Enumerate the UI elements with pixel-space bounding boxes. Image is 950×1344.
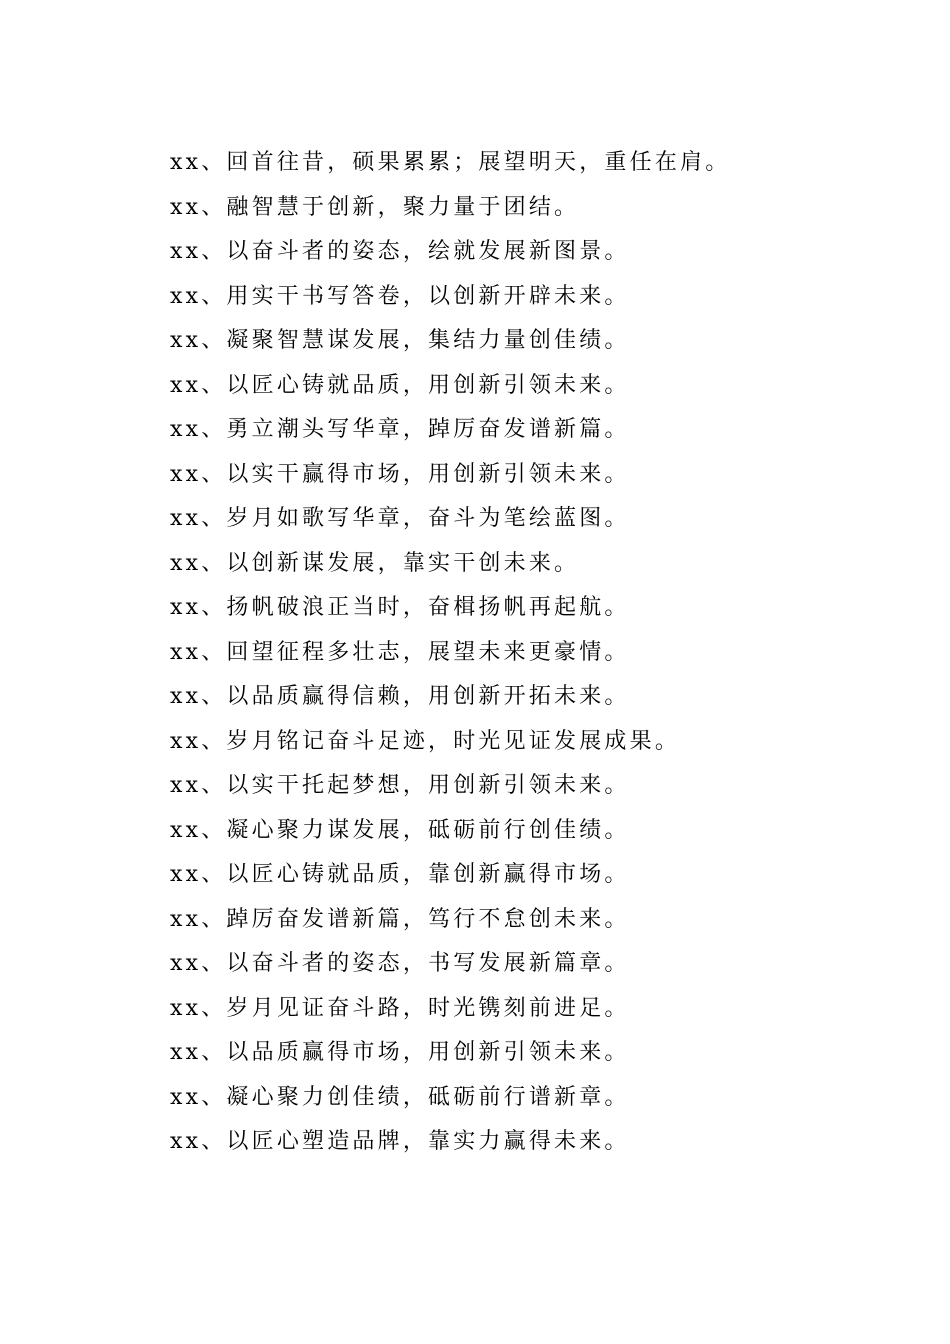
slogan-line: xx、以品质赢得信赖，用创新开拓未来。: [170, 684, 630, 709]
slogan-line: xx、融智慧于创新，聚力量于团结。: [170, 194, 580, 220]
slogan-line: xx、以品质赢得市场，用创新引领未来。: [170, 1040, 630, 1065]
slogan-line: xx、以奋斗者的姿态，绘就发展新图景。: [170, 239, 630, 264]
slogan-line: xx、岁月铭记奋斗足迹，时光见证发展成果。: [170, 728, 681, 754]
slogan-line: xx、凝心聚力谋发展，砥砺前行创佳绩。: [170, 817, 630, 843]
slogan-line: xx、以创新谋发展，靠实干创未来。: [170, 550, 580, 576]
slogan-line: xx、勇立潮头写华章，踔厉奋发谱新篇。: [170, 417, 630, 442]
slogan-line: xx、以匠心铸就品质，用创新引领未来。: [170, 372, 630, 398]
slogan-line: xx、用实干书写答卷，以创新开辟未来。: [170, 283, 630, 309]
slogan-line: xx、凝心聚力创佳绩，砥砺前行谱新章。: [170, 1084, 630, 1110]
slogan-line: xx、凝聚智慧谋发展，集结力量创佳绩。: [170, 328, 630, 353]
slogan-line: xx、岁月如歌写华章，奋斗为笔绘蓝图。: [170, 506, 630, 531]
slogan-line: xx、以实干托起梦想，用创新引领未来。: [170, 773, 630, 798]
slogan-list: [170, 141, 730, 1165]
slogan-line: xx、以实干赢得市场，用创新引领未来。: [170, 461, 630, 487]
slogan-line: xx、踔厉奋发谱新篇，笃行不怠创未来。: [170, 906, 630, 932]
slogan-line: xx、以匠心塑造品牌，靠实力赢得未来。: [170, 1129, 630, 1154]
slogan-line: xx、岁月见证奋斗路，时光镌刻前进足。: [170, 995, 630, 1021]
slogan-line: xx、回望征程多壮志，展望未来更豪情。: [170, 639, 630, 665]
slogan-line: xx、以奋斗者的姿态，书写发展新篇章。: [170, 951, 630, 976]
slogan-line: xx、以匠心铸就品质，靠创新赢得市场。: [170, 862, 630, 887]
slogan-line: xx、回首往昔，硕果累累；展望明天，重任在肩。: [170, 150, 731, 175]
slogan-line: xx、扬帆破浪正当时，奋楫扬帆再起航。: [170, 595, 630, 620]
